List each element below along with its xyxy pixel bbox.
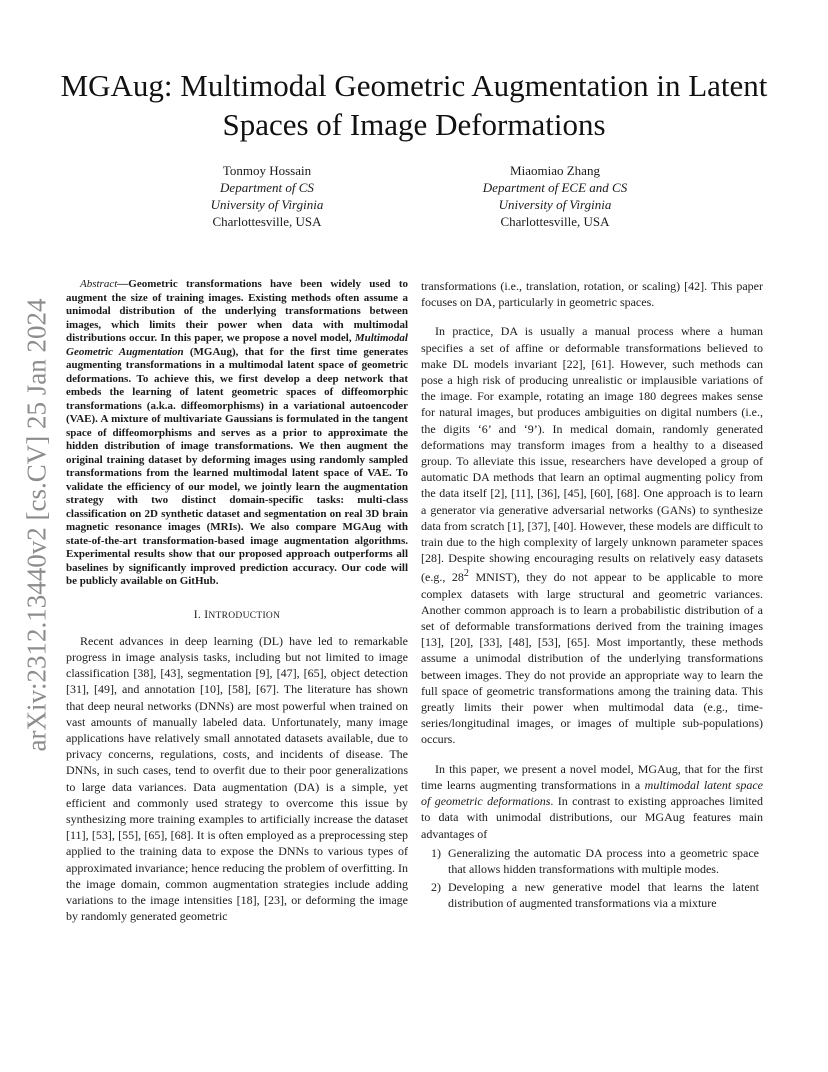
citation-link[interactable]: [ 31 ] (66, 682, 86, 696)
citation-link[interactable]: [ 47 ] (277, 666, 297, 680)
list-item-text: Developing a new generative model that learns the latent distribution of augmented transformations via a mixture (448, 880, 759, 911)
section-heading-introduction: I. INTRODUCTION (193, 608, 281, 621)
abstract-model-name: Multimodal Geometric Augmentation (66, 332, 408, 358)
list-item-number: 2) (431, 880, 441, 895)
citation-link[interactable]: [ 22 ] (563, 357, 583, 371)
intro-paragraph-2: In practice, DA is usually a manual process where a human specifies a set of affine or deformable transformations believed to make DL models invariant [ 22 ] , [ 61 ] . However, such methods can pose a high risk of producing unrealistic or implausible variations of the image. For example, rotating an image 180 degrees makes sense for natural images, but produces ambiguities on digital numbers (i.e., the digits ‘6’ and ‘9’). In medical domain, randomly generated deformations may transform images from a healthy to a diseased group. To alleviate this issue, researchers have developed a group of automatic DA methods that learn an optimal augmenting policy from the data itself [ 2 ] , [ 11 ] , [ 36 ] , [ 45 ] , [ 60 ] , [ 68 ] . One approach is to learn a generator via generative adversarial networks (GANs) to synthesize data from scratch [ 1 ] , [ 37 ] , [ 40 ] . However, these models are difficult to train due to the high complexity of largely unknown parameter spaces [ 28 ] . Despite showing encouraging results on relatively easy datasets (e.g., $28^2$ MNIST), they do not appear to be applicable to more complex datasets with large structural and geometric variances. Another common approach is to learn a probabilistic distribution of a set of deformable transformations derived from the training images [ 13 ] , [ 20 ] , [ 33 ] , [ 48 ] , [ 53 ] , [ 65 ] . Most importantly, these methods assume a unimodal distribution of the underlying transformations between images. They do not provide an appropriate way to learn the full space of geometric transformations among the training data. This greatly limits their power when multimodal data (e.g., time-series/longitudinal images, or images of multiple sub-populations) occurs. (421, 323, 763, 747)
citation-link[interactable]: [ 23 ] (264, 893, 284, 907)
emphasized-phrase: multimodal latent space of geometric deformations (421, 777, 763, 809)
citation-link[interactable]: [ 68 ] (617, 486, 637, 500)
intro-paragraph-1: Recent advances in deep learning (DL) have led to remarkable progress in image analysis tasks, including but not limited to image classification [ 38 ] , [ 43 ] , segmentation [ 9 ] , [ 47 ] , [ 65 ] , object detection [ 31 ] , [ 49 ] , and annotation [ 10 ] , [ 58 ] , [ 67 ] . The literature has shown that deep neural networks (DNNs) are most powerful when trained on vast amounts of manually labeled data. Unfortunately, many image applications have relatively small annotated datasets available, due to privacy concerns, regulations, costs, and incidents of disease. The DNNs, in such cases, tend to overfit due to their poor generalizations to large data variances. Data augmentation (DA) is a simple, yet efficient and commonly used strategy to overcome this issue by synthesizing more training examples to artificially increase the dataset [ 11 ] , [ 53 ] , [ 55 ] , [ 65 ] , [ 68 ] . It is often employed as a preprocessing step applied to the training data to expose the DNNs to various types of approximated invariance; hence reducing the problem of overfitting. In the image domain, common augmentation strategies include adding variations to the image intensities [ 18 ] , [ 23 ] , or deforming the image by randomly generated geometric (66, 633, 408, 925)
arxiv-identifier-stamp (22, 290, 52, 760)
author-department: Department of CS (220, 180, 314, 195)
superscript-exponent: 2 (463, 568, 469, 580)
author-name: Miaomiao Zhang (510, 163, 600, 178)
abstract-text: —Geometric transformations have been widely used to augment the size of training images. Existing methods often assume a unimodal distribution of the underlying transformations between images, which limits their power when data with multimodal distributions occur. In this paper, we propose a novel model, (66, 278, 408, 344)
citation-link[interactable]: [ 10 ] (200, 682, 220, 696)
citation-link[interactable]: [ 53 ] (538, 635, 558, 649)
citation-link[interactable]: [ 65 ] (304, 666, 324, 680)
citation-link[interactable]: [ 58 ] (228, 682, 248, 696)
citation-link[interactable]: [ 11 ] (66, 828, 86, 842)
right-column (421, 278, 763, 914)
paper-title: MGAug: Multimodal Geometric Augmentation in Latent Spaces of Image Deformations (60, 68, 768, 142)
citation-link[interactable]: [ 48 ] (509, 635, 529, 649)
citation-link[interactable]: [ 68 ] (171, 828, 191, 842)
citation-link[interactable]: [ 61 ] (591, 357, 611, 371)
abstract-label: Abstract (80, 278, 118, 290)
citation-link[interactable]: [ 53 ] (92, 828, 112, 842)
arxiv-identifier: arXiv:2312.13440v2 [cs.CV] 25 Jan 2024 (21, 298, 52, 752)
contributions-list (421, 845, 763, 912)
author-block-2 (435, 162, 675, 230)
left-column (66, 278, 408, 924)
author-name: Tonmoy Hossain (222, 163, 312, 178)
abstract (66, 278, 408, 589)
citation-link[interactable]: [ 67 ] (256, 682, 276, 696)
citation-link[interactable]: [ 9 ] (256, 666, 270, 680)
author-block-1 (147, 162, 387, 230)
abstract-text: (MGAug), that for the first time generates augmenting transformations in a multimodal latent space of geometric deformations. To achieve this, we first develop a deep network that embeds the learning of latent geometric spaces of diffeomorphic transformations (a.k.a. diffeomorphisms) in a variational autoencoder (VAE). A mixture of multivariate Gaussians is formulated in the tangent space of diffeomorphisms and serves as a prior to approximate the hidden distribution of image transformations. We then augment the original training dataset by deforming images using randomly sampled transformations from the learned multimodal latent space of VAE. To validate the efficiency of our model, we jointly learn the augmentation strategy with two distinct domain-specific tasks: multi-class classification on 2D synthetic dataset and segmentation on real 3D brain magnetic resonance images (MRIs). We also compare MGAug with state-of-the-art transformation-based image augmentation algorithms. Experimental results show that our proposed approach outperforms all baselines by significantly improved prediction accuracy. Our code will be publicly available on GitHub. (66, 345, 408, 587)
citation-link[interactable]: [ 65 ] (144, 828, 164, 842)
citation-link[interactable]: [ 37 ] (527, 519, 547, 533)
author-location: Charlottesville, USA (500, 214, 610, 229)
author-location: Charlottesville, USA (212, 214, 322, 229)
citation-link[interactable]: [ 33 ] (479, 635, 499, 649)
list-item (421, 879, 763, 911)
citation-link[interactable]: [ 13 ] (421, 635, 441, 649)
intro-paragraph-3: In this paper, we present a novel model, MGAug, that for the first time learns augmenting transformations in a multimodal latent space of geometric deformations. In contrast to existing approaches limited to data with unimodal distributions, our MGAug features main advantages of (421, 761, 763, 841)
citation-link[interactable]: [ 42 ] (684, 279, 704, 293)
citation-link[interactable]: [ 11 ] (511, 486, 531, 500)
author-university: University of Virginia (210, 197, 324, 212)
intro-paragraph-1-continued: transformations (i.e., translation, rotation, or scaling) [ 42 ] . This paper focuses on DA, particularly in geometric spaces. (421, 278, 763, 310)
citation-link[interactable]: [ 49 ] (94, 682, 114, 696)
citation-link[interactable]: [ 20 ] (450, 635, 470, 649)
citation-link[interactable]: [ 55 ] (118, 828, 138, 842)
citation-link[interactable]: [ 60 ] (590, 486, 610, 500)
citation-link[interactable]: [ 38 ] (133, 666, 153, 680)
citation-link[interactable]: [ 45 ] (564, 486, 584, 500)
citation-link[interactable]: [ 36 ] (537, 486, 557, 500)
citation-link[interactable]: [ 40 ] (554, 519, 574, 533)
citation-link[interactable]: [ 1 ] (507, 519, 521, 533)
citation-link[interactable]: [ 2 ] (490, 486, 504, 500)
author-university: University of Virginia (498, 197, 612, 212)
author-department: Department of ECE and CS (482, 180, 628, 195)
citation-link[interactable]: [ 18 ] (237, 893, 257, 907)
citation-link[interactable]: [ 43 ] (160, 666, 180, 680)
list-item-text: Generalizing the automatic DA process into a geometric space that allows hidden transformations with multiple modes. (448, 845, 759, 876)
citation-link[interactable]: [ 65 ] (567, 635, 587, 649)
list-item (421, 845, 763, 877)
citation-link[interactable]: [ 28 ] (421, 551, 441, 565)
list-item-number: 1) (431, 845, 441, 860)
